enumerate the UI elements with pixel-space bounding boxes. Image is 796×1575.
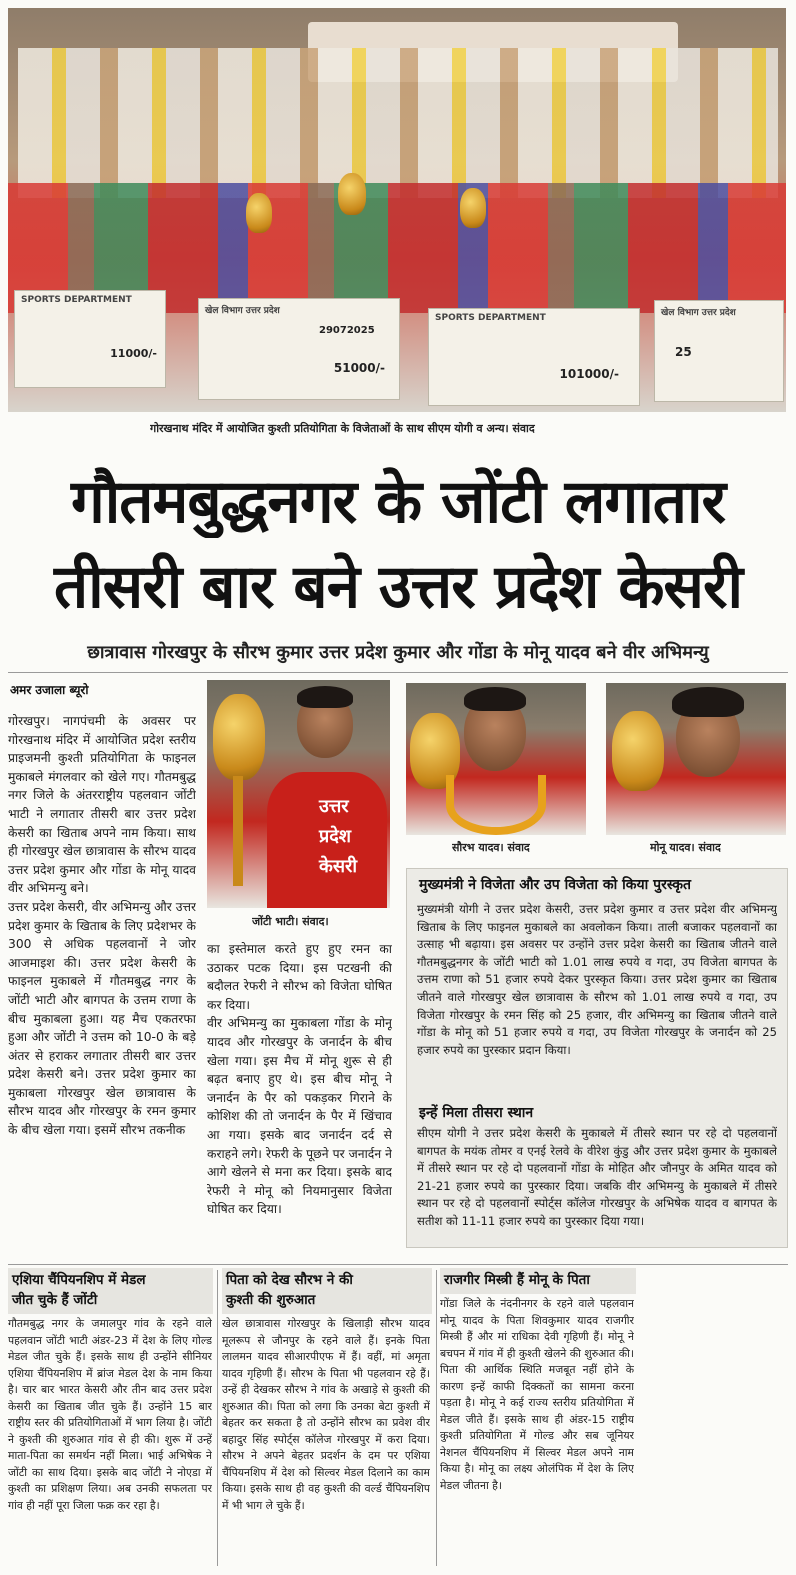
cheque-3: [428, 308, 640, 406]
sidebar-saurabh-body: खेल छात्रावास गोरखपुर के खिलाड़ी सौरभ यादव मूलरूप से जौनपुर के रहने वाले हैं। इनके पिता लालमन यादव सीआरपीएफ में हैं। वहीं, मां अमृता यादव गृहिणी हैं। सौरभ के पिता भी पहलवान रहे हैं। उन्हें ही देखकर सौरभ ने गांव के अखाड़े से कुश्ती की शुरुआत की। पिता को लगा कि उनका बेटा कुश्ती में बेहतर कर सकता है तो उन्होंने सौरभ का प्रवेश वीर बहादुर सिंह स्पोर्ट्स कॉलेज गोरखपुर में करा दिया। सौरभ ने अपने बेहतर प्रदर्शन के दम पर एशिया चैंपियनशिप में देश को सिल्वर मेडल दिलाने का काम किया। इसके साथ ही वह कुश्ती की वर्ल्ड चैंपियनशिप में भी भाग ले चुके हैं।: [222, 1317, 430, 1512]
cheque-4-dept: खेल विभाग उत्तर प्रदेश: [661, 308, 736, 318]
monu-photo: [606, 683, 786, 835]
third-place-title: इन्हें मिला तीसरा स्थान: [419, 1105, 534, 1121]
mace-2: [338, 173, 366, 215]
sidebar-jonty-body: गौतमबुद्ध नगर के जमालपुर गांव के रहने वाले पहलवान जोंटी भाटी अंडर-23 में देश के लिए गोल्ड मेडल जीत चुके हैं। इसके साथ ही उन्होंने सीनियर एशिया चैंपियनशिप में ब्रांज मेडल देश के नाम किया है। चार बार भारत केसरी और तीन बाद उत्तर प्रदेश केसरी का खिताब जीत चुके हैं। उन्होंने 15 बार राष्ट्रीय स्तर की प्रतियोगिताओं में भाग लिया है। जोंटी ने कुश्ती की शुरुआत गांव से ही की। शुरू में उन्हें माता-पिता का समर्थन नहीं मिला। भाई अभिषेक ने जोंटी का साथ दिया। इसके बाद जोंटी ने नोएडा में कुश्ती का प्रशिक्षण लिया। अब उनकी सफलता पर गांव ही नहीं पूरा जिला फक्र कर रहा है।: [8, 1317, 212, 1512]
jonty-vest: [267, 772, 387, 908]
mace-1: [246, 193, 272, 233]
cheque-3-amount: 101000/-: [559, 367, 619, 381]
jonty-hair: [297, 686, 353, 708]
monu-caption: मोनू यादव। संवाद: [650, 841, 721, 854]
cm-award-body: मुख्यमंत्री योगी ने उत्तर प्रदेश केसरी, उत्तर प्रदेश कुमार व उत्तर प्रदेश वीर अभिमन्यु खिताब के लिए फाइनल मुकाबले का अवलोकन किया। ताली बजाकर पहलवानों का उत्साह भी बढ़ाया। इस अवसर पर उन्होंने उत्तर प्रदेश केसरी का खिताब जीतने वाले गौतमबुद्धनगर के जोंटी भाटी को 1.01 लाख रुपये व गदा, उप विजेता बागपत के उत्तम राणा को 51 हजार रुपये देकर पुरस्कृत किया। उत्तर प्रदेश कुमार का खिताब जीतने वाले गोरखपुर खेल छात्रावास के सौरभ को 1.01 लाख रुपये व गदा, उप विजेता गोरखपुर के रमन सिंह को 25 हजार, वीर अभिमन्यु का खिताब जीतने वाले गोंडा के मोनू को 51 हजार रुपये व गदा, उप विजेता गोरखपुर के जनार्दन को 25 हजार रुपये का पुरस्कार प्रदान किया।: [417, 902, 777, 1057]
sidebar-jonty: [8, 1268, 213, 1566]
article-column-2: का इस्तेमाल करते हुए हुए रमन का उठाकर पटक दिया। इस पटखनी की बदौलत रेफरी ने सौरभ को विजेता घोषित कर दिया। वीर अभिमन्यु का मुकाबला गोंडा के मोनू यादव और गोरखपुर के जनार्दन के बीच खेला गया। इस मैच में मोनू शुरू से ही बढ़त बनाए हुए थे। इस बीच मोनू ने जनार्दन के पैर को पकड़कर गिराने के कोशिश की तो जनार्दन के पैर में खिंचाव आ गया। इसके बाद जनार्दन दर्द से कराहने लगे। रेफरी के पूछने पर जनार्दन ने आगे खेलने से मना कर दिया। इसके बाद रेफरी ने मोनू को नियमानुसार विजेता घोषित कर दिया।: [207, 942, 392, 1217]
monu-hair: [672, 687, 744, 717]
subheadline: छात्रावास गोरखपुर के सौरभ कुमार उत्तर प्रदेश कुमार और गोंडा के मोनू यादव बने वीर अभिमन्यु: [87, 642, 709, 663]
monu-mace: [612, 711, 664, 791]
saurabh-photo: [406, 683, 586, 835]
sidebar-saurabh-title: पिता को देख सौरभ ने की कुश्ती की शुरुआत: [222, 1268, 432, 1314]
cheque-4-amount: 25: [675, 345, 692, 359]
cm-award-box: [406, 868, 788, 1248]
cheque-1-dept: SPORTS DEPARTMENT: [21, 295, 132, 305]
cheque-2: [198, 298, 400, 400]
headline-line-2: तीसरी बार बने उत्तर प्रदेश केसरी: [53, 552, 743, 622]
jonty-vest-text: उत्तर प्रदेश केसरी: [319, 796, 358, 877]
group-photo-caption: गोरखनाथ मंदिर में आयोजित कुश्ती प्रतियोगिता के विजेताओं के साथ सीएम योगी व अन्य। संवाद: [150, 422, 535, 435]
sidebar-saurabh: [222, 1268, 432, 1566]
saurabh-caption: सौरभ यादव। संवाद: [452, 841, 530, 854]
third-place-body: सीएम योगी ने उत्तर प्रदेश केसरी के मुकाबले में तीसरे स्थान पर रहे दो पहलवानों बागपत के मयंक तोमर व एनई रेलवे के वीरेश कुंडु और उत्तर प्रदेश कुमार के मुकाबले में तीसरे स्थान पर रहे दो पहलवानों गोंडा के मोहित और जौनपुर के अमित यादव को 21-21 हजार रुपये का पुरस्कार दिया। जबकि वीर अभिमन्यु के मुकाबले में तीसरे स्थान पर रहे दो पहलवानों स्पोर्ट्स कॉलेज गोरखपुर के अभिषेक यादव व बागपत के सतीश को 11-11 हजार रुपये का पुरस्कार दिया गया।: [417, 1126, 777, 1228]
back-row: [18, 48, 778, 198]
cm-award-title: मुख्यमंत्री ने विजेता और उप विजेता को किया पुरस्कृत: [419, 877, 692, 893]
sidebar-jonty-title: एशिया चैंपियनशिप में मेडल जीत चुके हैं जोंटी: [8, 1268, 213, 1314]
group-photo: [8, 8, 786, 412]
jonty-mace-handle: [233, 776, 243, 886]
cheque-1: [14, 290, 166, 388]
cheque-1-amount: 11000/-: [110, 347, 157, 360]
jonty-photo: [207, 680, 390, 908]
sidebar-divider-2: [436, 1270, 437, 1566]
sidebar-monu-title: राजगीर मिस्त्री हैं मोनू के पिता: [440, 1268, 636, 1294]
cheque-4: [654, 300, 784, 402]
jonty-caption: जोंटी भाटी। संवाद।: [252, 915, 329, 928]
headline-line-1: गौतमबुद्धनगर के जोंटी लगातार: [70, 467, 726, 537]
mace-3: [460, 188, 486, 228]
cheque-2-amount: 51000/-: [333, 361, 385, 375]
saurabh-garland: [446, 775, 546, 835]
sidebar-divider-1: [217, 1270, 218, 1566]
cheque-2-dept: खेल विभाग उत्तर प्रदेश: [205, 306, 280, 316]
byline: अमर उजाला ब्यूरो: [10, 683, 89, 697]
article-column-1: गोरखपुर। नागपंचमी के अवसर पर गोरखनाथ मंदिर में आयोजित प्रदेश स्तरीय प्राइजमनी कुश्ती प्रतियोगिता के फाइनल मुकाबले मंगलवार को खेले गए। गौतमबुद्ध नगर जिले के अंतरराष्ट्रीय पहलवान जोंटी भाटी ने लगातार तीसरी बार उत्तर प्रदेश केसरी का खिताब अपने नाम किया। साथ ही गोरखपुर खेल छात्रावास के सौरभ यादव उत्तर प्रदेश कुमार और गोंडा के मोनू यादव वीर अभिमन्यु बने। उत्तर प्रदेश केसरी, वीर अभिमन्यु और उत्तर प्रदेश कुमार के खिताब के लिए प्रदेशभर के 300 से अधिक पहलवानों ने जोर आजमाइश की। उत्तर प्रदेश केसरी के फाइनल मुकाबले में गौतमबुद्ध नगर के जोंटी भाटी और बागपत के उत्तम राणा के बीच मुकाबला हुआ। यह मैच एकतरफा हुआ और जोंटी ने उत्तम को 10-0 के बड़े अंतर से हराकर लगातार तीसरी बार उत्तर प्रदेश केसरी बने। उत्तर प्रदेश कुमार का मुकाबला गोरखपुर खेल छात्रावास के सौरभ यादव और गोरखपुर के रमन कुमार के बीच खेला गया। इसमें सौरभ तकनीक: [8, 714, 196, 1138]
bottom-divider: [8, 1264, 788, 1265]
sidebar-monu: [440, 1268, 636, 1566]
cheque-2-date: 29072025: [319, 325, 375, 336]
sidebar-monu-body: गोंडा जिले के नंदनीनगर के रहने वाले पहलवान मोनू यादव के पिता शिवकुमार यादव राजगीर मिस्त्री हैं और मां राधिका देवी गृहिणी हैं। मोनू ने बचपन में गांव में ही कुश्ती खेलने की शुरुआत की। पिता की आर्थिक स्थिति मजबूत नहीं होने के कारण इन्हें काफी दिक्कतों का सामना करना पड़ता है। मोनू ने कई राज्य स्तरीय प्रतियोगिता में मेडल जीते हैं। इसके साथ ही अंडर-15 राष्ट्रीय कुश्ती प्रतियोगिता में गोल्ड और सब जूनियर नेशनल चैंपियनशिप में सिल्वर मेडल अपने नाम किया है। मोनू का लक्ष्य ओलंपिक में देश के लिए मेडल जीतना है।: [440, 1297, 634, 1492]
subheadline-divider: [8, 672, 788, 673]
cheque-3-dept: SPORTS DEPARTMENT: [435, 313, 546, 323]
jonty-mace: [213, 694, 265, 780]
saurabh-hair: [464, 687, 526, 711]
